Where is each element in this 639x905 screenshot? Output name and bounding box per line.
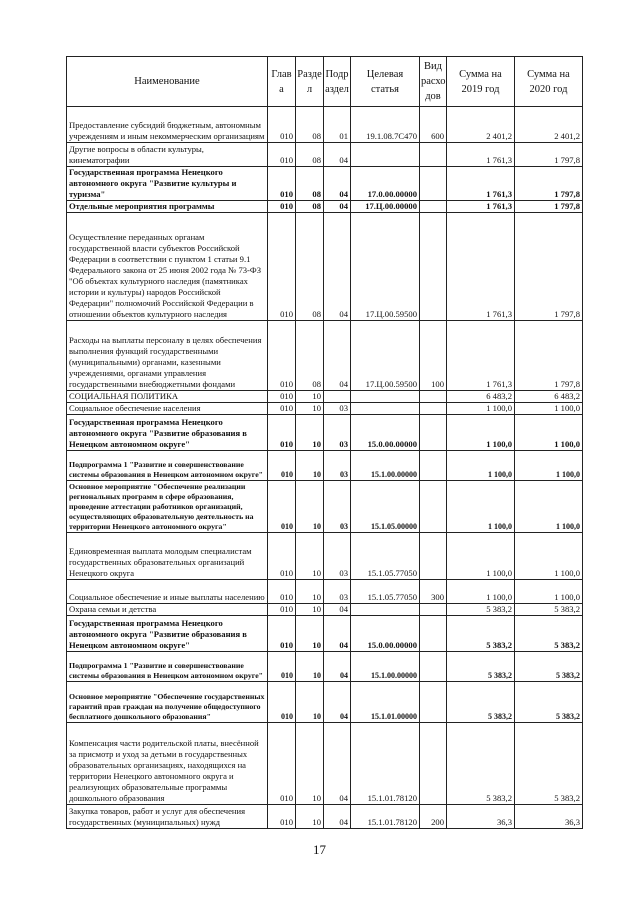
row-sum-2019: 1 761,3 bbox=[447, 167, 515, 201]
row-sum-2020: 5 383,2 bbox=[515, 604, 583, 616]
row-razdel: 08 bbox=[296, 107, 324, 143]
row-glava: 010 bbox=[268, 403, 296, 415]
row-name: Подпрограмма 1 "Развитие и совершенствование системы образования в Ненецком автономном округе" bbox=[67, 652, 268, 682]
row-name: Предоставление субсидий бюджетным, автономным учреждениям и иным некоммерческим организациям bbox=[67, 107, 268, 143]
row-sum-2020: 1 100,0 bbox=[515, 415, 583, 451]
row-vid: 300 bbox=[420, 580, 447, 604]
row-glava: 010 bbox=[268, 533, 296, 580]
row-razdel: 10 bbox=[296, 403, 324, 415]
row-razdel: 10 bbox=[296, 391, 324, 403]
row-razdel: 08 bbox=[296, 167, 324, 201]
row-razdel: 10 bbox=[296, 805, 324, 829]
row-podrazdel: 04 bbox=[324, 143, 351, 167]
row-vid: 100 bbox=[420, 321, 447, 391]
row-razdel: 10 bbox=[296, 682, 324, 723]
row-sum-2020: 5 383,2 bbox=[515, 652, 583, 682]
row-sum-2020: 1 797,8 bbox=[515, 321, 583, 391]
row-sum-2020: 1 100,0 bbox=[515, 580, 583, 604]
header-glava: Глав а bbox=[268, 57, 296, 107]
header-sum-2020: Сумма на 2020 год bbox=[515, 57, 583, 107]
row-vid bbox=[420, 451, 447, 481]
row-vid bbox=[420, 723, 447, 805]
row-glava: 010 bbox=[268, 805, 296, 829]
header-sum-2019: Сумма на 2019 год bbox=[447, 57, 515, 107]
table-row bbox=[67, 805, 583, 829]
row-razdel: 10 bbox=[296, 616, 324, 652]
row-target: 17.0.00.00000 bbox=[351, 167, 420, 201]
row-sum-2019: 5 383,2 bbox=[447, 723, 515, 805]
row-vid bbox=[420, 201, 447, 213]
row-vid bbox=[420, 391, 447, 403]
row-name: Охрана семьи и детства bbox=[67, 604, 268, 616]
row-target: 15.1.05.77050 bbox=[351, 533, 420, 580]
table-row bbox=[67, 580, 583, 604]
row-sum-2020: 6 483,2 bbox=[515, 391, 583, 403]
row-razdel: 10 bbox=[296, 415, 324, 451]
header-vid: Вид расхо дов bbox=[420, 57, 447, 107]
row-glava: 010 bbox=[268, 321, 296, 391]
row-target: 19.1.08.7С470 bbox=[351, 107, 420, 143]
row-sum-2019: 5 383,2 bbox=[447, 604, 515, 616]
row-target bbox=[351, 604, 420, 616]
table-header-row bbox=[67, 57, 583, 107]
row-podrazdel: 03 bbox=[324, 481, 351, 533]
row-sum-2019: 1 761,3 bbox=[447, 321, 515, 391]
row-vid bbox=[420, 167, 447, 201]
row-razdel: 08 bbox=[296, 201, 324, 213]
table-row bbox=[67, 533, 583, 580]
row-glava: 010 bbox=[268, 604, 296, 616]
row-vid bbox=[420, 415, 447, 451]
budget-table bbox=[66, 56, 583, 829]
table-row bbox=[67, 652, 583, 682]
header-target: Целевая статья bbox=[351, 57, 420, 107]
row-sum-2019: 1 100,0 bbox=[447, 533, 515, 580]
table-row bbox=[67, 451, 583, 481]
row-glava: 010 bbox=[268, 213, 296, 321]
table-row bbox=[67, 321, 583, 391]
row-vid bbox=[420, 652, 447, 682]
row-sum-2019: 5 383,2 bbox=[447, 652, 515, 682]
row-glava: 010 bbox=[268, 652, 296, 682]
row-name: Подпрограмма 1 "Развитие и совершенствование системы образования в Ненецком автономном округе" bbox=[67, 451, 268, 481]
row-sum-2020: 1 100,0 bbox=[515, 533, 583, 580]
row-sum-2020: 5 383,2 bbox=[515, 616, 583, 652]
row-sum-2020: 1 797,8 bbox=[515, 213, 583, 321]
row-name: Отдельные мероприятия программы bbox=[67, 201, 268, 213]
row-podrazdel bbox=[324, 391, 351, 403]
row-vid bbox=[420, 616, 447, 652]
row-razdel: 08 bbox=[296, 143, 324, 167]
row-podrazdel: 04 bbox=[324, 723, 351, 805]
row-razdel: 08 bbox=[296, 321, 324, 391]
row-target: 15.1.00.00000 bbox=[351, 451, 420, 481]
row-glava: 010 bbox=[268, 616, 296, 652]
table-row bbox=[67, 201, 583, 213]
row-sum-2019: 1 761,3 bbox=[447, 213, 515, 321]
row-podrazdel: 03 bbox=[324, 415, 351, 451]
header-podrazdel: Подр аздел bbox=[324, 57, 351, 107]
row-sum-2020: 1 100,0 bbox=[515, 451, 583, 481]
row-name: Единовременная выплата молодым специалистам государственных образовательных организаций Ненецкого округа bbox=[67, 533, 268, 580]
row-sum-2019: 6 483,2 bbox=[447, 391, 515, 403]
row-razdel: 10 bbox=[296, 451, 324, 481]
row-name: Другие вопросы в области культуры, кинематографии bbox=[67, 143, 268, 167]
row-vid bbox=[420, 143, 447, 167]
row-podrazdel: 04 bbox=[324, 213, 351, 321]
row-target bbox=[351, 143, 420, 167]
row-target bbox=[351, 391, 420, 403]
row-target: 17.Ц.00.59500 bbox=[351, 213, 420, 321]
row-sum-2019: 5 383,2 bbox=[447, 616, 515, 652]
row-podrazdel: 04 bbox=[324, 682, 351, 723]
row-sum-2019: 5 383,2 bbox=[447, 682, 515, 723]
row-target bbox=[351, 403, 420, 415]
row-target: 17.Ц.00.00000 bbox=[351, 201, 420, 213]
row-podrazdel: 03 bbox=[324, 580, 351, 604]
header-name: Наименование bbox=[67, 57, 268, 107]
row-sum-2019: 1 100,0 bbox=[447, 481, 515, 533]
row-target: 15.1.05.00000 bbox=[351, 481, 420, 533]
header-razdel: Разде л bbox=[296, 57, 324, 107]
row-razdel: 10 bbox=[296, 481, 324, 533]
row-vid bbox=[420, 533, 447, 580]
row-sum-2020: 1 797,8 bbox=[515, 167, 583, 201]
table-row bbox=[67, 481, 583, 533]
table-row bbox=[67, 391, 583, 403]
row-razdel: 08 bbox=[296, 213, 324, 321]
row-podrazdel: 04 bbox=[324, 321, 351, 391]
row-name: Осуществление переданных органам государственной власти субъектов Российской Федерации в соответствии с пунктом 1 статьи 9.1 Федерального закона от 25 июня 2002 года № 73-ФЗ "Об объектах культурного наследия (памятниках истории и культуры) народов Российской Федерации" полномочий Российской Федерации в отношении объектов культурного наследия bbox=[67, 213, 268, 321]
table-row bbox=[67, 604, 583, 616]
row-name: Основное мероприятие "Обеспечение реализации региональных программ в сфере образования, проведение аттестации работников организаций, осуществляющих образовательную деятельность на территории Ненецкого автономного округа" bbox=[67, 481, 268, 533]
row-target: 15.1.00.00000 bbox=[351, 652, 420, 682]
table-row bbox=[67, 107, 583, 143]
table-row bbox=[67, 167, 583, 201]
row-sum-2019: 1 100,0 bbox=[447, 415, 515, 451]
row-podrazdel: 03 bbox=[324, 533, 351, 580]
row-sum-2019: 1 100,0 bbox=[447, 451, 515, 481]
row-sum-2019: 1 761,3 bbox=[447, 201, 515, 213]
row-target: 15.1.01.78120 bbox=[351, 805, 420, 829]
row-sum-2020: 5 383,2 bbox=[515, 723, 583, 805]
row-podrazdel: 04 bbox=[324, 201, 351, 213]
row-name: Компенсация части родительской платы, внесённой за присмотр и уход за детьми в государственных образовательных организациях, находящихся на территории Ненецкого автономного округа и реализующих образовательные программы дошкольного образования bbox=[67, 723, 268, 805]
table-row bbox=[67, 415, 583, 451]
row-podrazdel: 04 bbox=[324, 616, 351, 652]
row-vid bbox=[420, 481, 447, 533]
row-vid: 200 bbox=[420, 805, 447, 829]
row-podrazdel: 01 bbox=[324, 107, 351, 143]
row-glava: 010 bbox=[268, 415, 296, 451]
table-row bbox=[67, 403, 583, 415]
row-glava: 010 bbox=[268, 143, 296, 167]
row-glava: 010 bbox=[268, 723, 296, 805]
row-glava: 010 bbox=[268, 481, 296, 533]
row-glava: 010 bbox=[268, 167, 296, 201]
row-name: СОЦИАЛЬНАЯ ПОЛИТИКА bbox=[67, 391, 268, 403]
row-podrazdel: 04 bbox=[324, 604, 351, 616]
row-vid: 600 bbox=[420, 107, 447, 143]
table-row bbox=[67, 213, 583, 321]
row-sum-2020: 5 383,2 bbox=[515, 682, 583, 723]
row-glava: 010 bbox=[268, 580, 296, 604]
row-vid bbox=[420, 682, 447, 723]
row-name: Государственная программа Ненецкого автономного округа "Развитие образования в Ненецком автономном округе" bbox=[67, 415, 268, 451]
row-glava: 010 bbox=[268, 391, 296, 403]
row-sum-2020: 2 401,2 bbox=[515, 107, 583, 143]
row-glava: 010 bbox=[268, 451, 296, 481]
row-target: 15.0.00.00000 bbox=[351, 616, 420, 652]
row-name: Государственная программа Ненецкого автономного округа "Развитие культуры и туризма" bbox=[67, 167, 268, 201]
row-glava: 010 bbox=[268, 201, 296, 213]
row-vid bbox=[420, 604, 447, 616]
row-name: Социальное обеспечение и иные выплаты населению bbox=[67, 580, 268, 604]
row-target: 15.0.00.00000 bbox=[351, 415, 420, 451]
row-vid bbox=[420, 213, 447, 321]
row-name: Расходы на выплаты персоналу в целях обеспечения выполнения функций государственными (муниципальными) органами, казенными учреждениями, органами управления государственными внебюджетными фондами bbox=[67, 321, 268, 391]
row-razdel: 10 bbox=[296, 580, 324, 604]
row-podrazdel: 04 bbox=[324, 167, 351, 201]
row-glava: 010 bbox=[268, 682, 296, 723]
row-podrazdel: 03 bbox=[324, 403, 351, 415]
table-row bbox=[67, 682, 583, 723]
table-row bbox=[67, 616, 583, 652]
row-sum-2019: 1 761,3 bbox=[447, 143, 515, 167]
row-name: Закупка товаров, работ и услуг для обеспечения государственных (муниципальных) нужд bbox=[67, 805, 268, 829]
row-name: Основное мероприятие "Обеспечение государственных гарантий прав граждан на получение общедоступного бесплатного дошкольного образования" bbox=[67, 682, 268, 723]
row-razdel: 10 bbox=[296, 604, 324, 616]
row-razdel: 10 bbox=[296, 533, 324, 580]
row-sum-2019: 2 401,2 bbox=[447, 107, 515, 143]
row-sum-2020: 1 797,8 bbox=[515, 201, 583, 213]
row-podrazdel: 04 bbox=[324, 805, 351, 829]
row-razdel: 10 bbox=[296, 723, 324, 805]
row-target: 17.Ц.00.59500 bbox=[351, 321, 420, 391]
row-podrazdel: 04 bbox=[324, 652, 351, 682]
page-number: 17 bbox=[313, 842, 326, 857]
row-target: 15.1.01.00000 bbox=[351, 682, 420, 723]
row-name: Государственная программа Ненецкого автономного округа "Развитие образования в Ненецком автономном округе" bbox=[67, 616, 268, 652]
row-target: 15.1.05.77050 bbox=[351, 580, 420, 604]
row-target: 15.1.01.78120 bbox=[351, 723, 420, 805]
row-podrazdel: 03 bbox=[324, 451, 351, 481]
row-name: Социальное обеспечение населения bbox=[67, 403, 268, 415]
row-sum-2020: 1 100,0 bbox=[515, 481, 583, 533]
table-row bbox=[67, 723, 583, 805]
table-row bbox=[67, 143, 583, 167]
row-razdel: 10 bbox=[296, 652, 324, 682]
row-vid bbox=[420, 403, 447, 415]
row-sum-2020: 1 797,8 bbox=[515, 143, 583, 167]
row-glava: 010 bbox=[268, 107, 296, 143]
row-sum-2020: 36,3 bbox=[515, 805, 583, 829]
row-sum-2019: 1 100,0 bbox=[447, 580, 515, 604]
row-sum-2019: 1 100,0 bbox=[447, 403, 515, 415]
row-sum-2019: 36,3 bbox=[447, 805, 515, 829]
row-sum-2020: 1 100,0 bbox=[515, 403, 583, 415]
